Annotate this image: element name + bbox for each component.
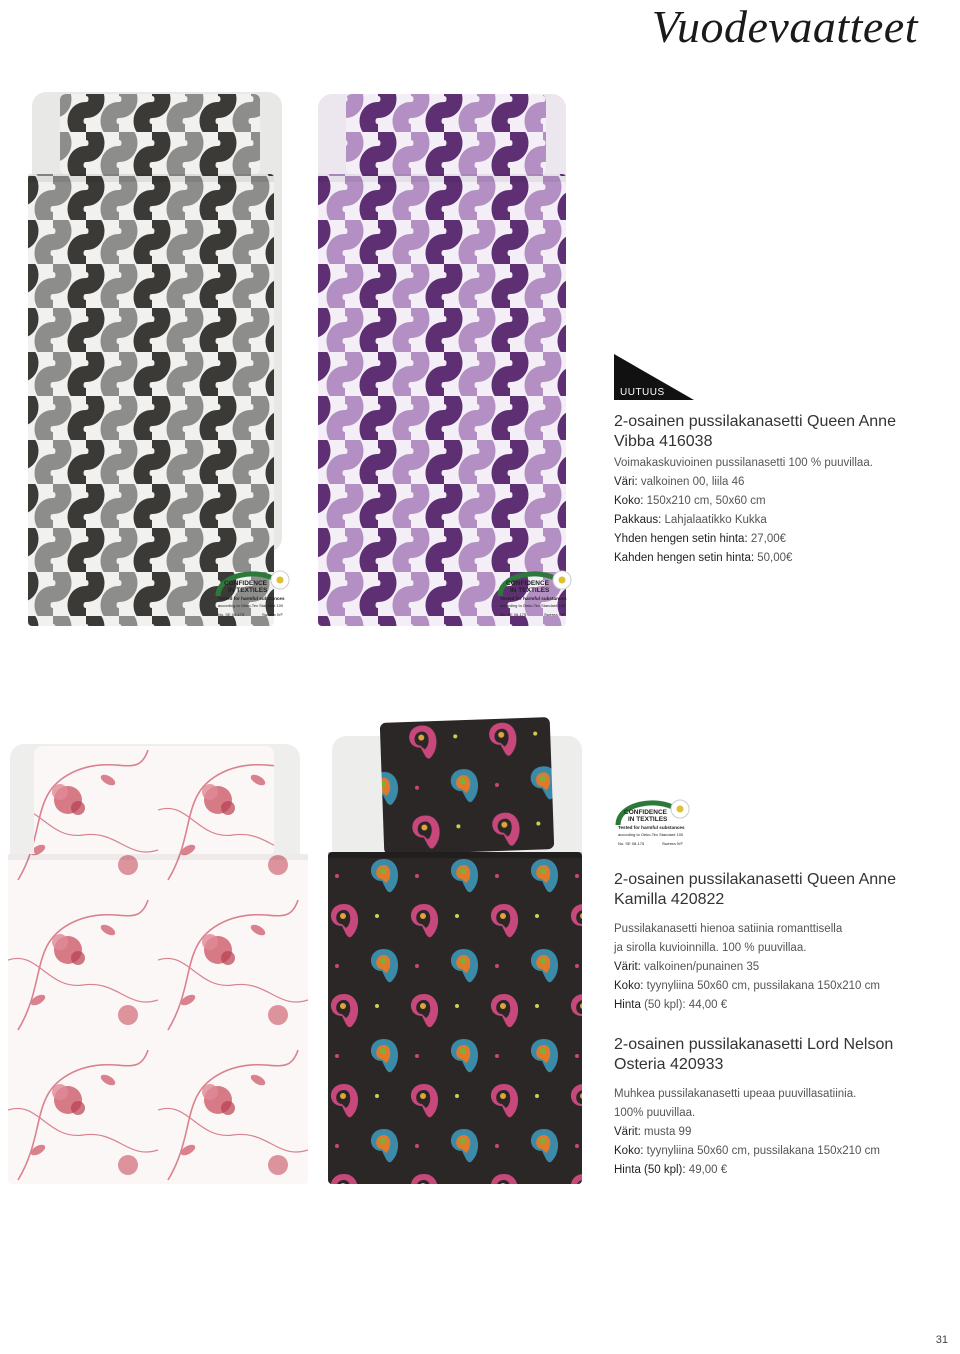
kamilla-description-line2: ja sirolla kuvioinnilla. 100 % puuvillaa. [614,942,807,954]
kamilla-size-label: Koko: [614,980,644,992]
vibba-size-value: 150x210 cm, 50x60 cm [646,495,766,507]
kamilla-price-label: Hinta [614,999,641,1011]
svg-text:Tested for harmful substances: Tested for harmful substances [500,596,567,601]
osteria-color-label: Värit: [614,1126,641,1138]
svg-text:according to Oeko-Tex Standard: according to Oeko-Tex Standard 100 [218,603,284,608]
kamilla-size-value: tyynyliina 50x60 cm, pussilakana 150x210 cm [646,980,880,992]
kamilla-info [614,870,944,1015]
svg-text:Tested for harmful substances: Tested for harmful substances [218,596,285,601]
product-photo-vibba-grey [20,88,290,628]
vibba-color-value: valkoinen 00, liila 46 [640,476,745,488]
new-tag: UUTUUS [620,387,665,398]
svg-text:Swerea IVF: Swerea IVF [262,612,283,617]
svg-text:according to Oeko-Tex Standard: according to Oeko-Tex Standard 100 [618,832,684,837]
vibba-title-line2: Vibba 416038 [614,433,713,450]
osteria-description-line1: Muhkea pussilakanasetti upeaa puuvillasatiinia. [614,1088,857,1100]
kamilla-description-line1: Pussilakanasetti hienoa satiinia romanttisella [614,923,843,935]
oeko-tex-badge [496,566,576,628]
kamilla-color-value: valkoinen/punainen 35 [644,961,760,973]
product-photo-vibba-purple [312,88,572,628]
svg-text:IN TEXTILES: IN TEXTILES [228,587,268,594]
svg-text:IN TEXTILES: IN TEXTILES [510,587,550,594]
svg-text:No. SE 08-175: No. SE 08-175 [618,841,645,846]
kamilla-title-line1: 2-osainen pussilakanasetti Queen Anne [614,871,896,888]
osteria-size-value: tyynyliina 50x60 cm, pussilakana 150x210 cm [646,1145,880,1157]
page-number: 31 [935,1334,948,1346]
svg-text:No. SE 08-175: No. SE 08-175 [500,612,527,617]
vibba-pack-label: Pakkaus: [614,514,662,526]
osteria-price-value: 49,00 € [688,1164,728,1176]
vibba-pack-value: Lahjalaatikko Kukka [664,514,767,526]
kamilla-color-label: Värit: [614,961,641,973]
osteria-description-line2: 100% puuvillaa. [614,1107,696,1119]
oeko-tex-badge [214,566,294,628]
svg-text:CONFIDENCE: CONFIDENCE [224,580,267,587]
svg-text:No. SE 08-175: No. SE 08-175 [218,612,245,617]
vibba-price2-label: Kahden hengen setin hinta: [614,552,755,564]
svg-text:Swerea IVF: Swerea IVF [544,612,565,617]
svg-text:CONFIDENCE: CONFIDENCE [624,809,667,816]
osteria-size-label: Koko: [614,1145,644,1157]
vibba-title-line1: 2-osainen pussilakanasetti Queen Anne [614,413,896,430]
kamilla-price-value: (50 kpl): 44,00 € [644,999,728,1011]
osteria-title-line2: Osteria 420933 [614,1056,724,1073]
product-photo-kamilla [8,740,310,1184]
kamilla-title-line2: Kamilla 420822 [614,891,725,908]
page-title: Vuodevaatteet [651,1,918,52]
osteria-color-value: musta 99 [644,1126,692,1138]
svg-text:Tested for harmful substances: Tested for harmful substances [618,825,685,830]
vibba-description: Voimakaskuvioinen pussilanasetti 100 % puuvillaa. [614,457,873,469]
vibba-price1-label: Yhden hengen setin hinta: [614,533,748,545]
osteria-price-label: Hinta (50 kpl): [614,1164,686,1176]
oeko-tex-badge [614,795,694,857]
product-photo-osteria [322,716,586,1184]
osteria-info [614,1035,944,1180]
vibba-size-label: Koko: [614,495,644,507]
svg-text:CONFIDENCE: CONFIDENCE [506,580,549,587]
vibba-color-label: Väri: [614,476,638,488]
vibba-price2-value: 50,00€ [757,552,793,564]
vibba-info [614,412,944,568]
osteria-title-line1: 2-osainen pussilakanasetti Lord Nelson [614,1036,894,1053]
svg-text:according to Oeko-Tex Standard: according to Oeko-Tex Standard 100 [500,603,566,608]
svg-text:IN TEXTILES: IN TEXTILES [628,816,668,823]
vibba-price1-value: 27,00€ [750,533,787,545]
svg-text:Swerea IVF: Swerea IVF [662,841,683,846]
